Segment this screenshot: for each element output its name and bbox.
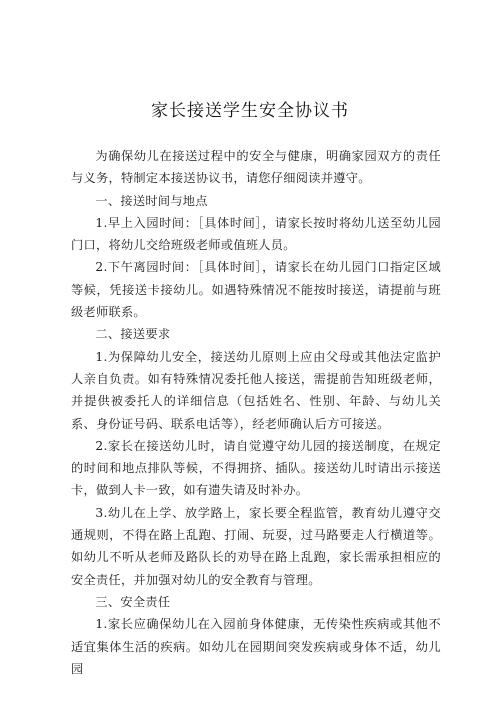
section-heading: 一、接送时间与地点: [95, 193, 208, 208]
clause-paragraph: 1.家长应确保幼儿在入园前身体健康，无传染性疾病或其他不适宜集体生活的疾病。如幼儿在园期间突发疾病或身体不适，幼儿园: [71, 617, 441, 676]
clause-paragraph: 2.家长在接送幼儿时，请自觉遵守幼儿园的接送制度，在规定的时间和地点排队等候，不得拥挤、插队。接送幼儿时请出示接送卡，做到人卡一致，如有遗失请及时补办。: [71, 438, 441, 498]
clause-paragraph: 3.幼儿在上学、放学路上，家长要全程监管，教育幼儿遵守交通规则，不得在路上乱跑、打闹、玩耍，过马路要走人行横道等。如幼儿不听从老师及路队长的劝导在路上乱跑，家长需承担相应的安全责任，并加强对幼儿的安全教育与管理。: [71, 505, 441, 587]
section-heading: 二、接送要求: [95, 327, 171, 342]
document-title: 家长接送学生安全协议书: [151, 101, 349, 121]
clause-paragraph: 2.下午离园时间：［具体时间］，请家长在幼儿园门口指定区域等候，凭接送卡接幼儿。如遇特殊情况不能按时接送，请提前与班级老师联系。: [71, 260, 441, 320]
clause-paragraph: 1.早上入园时间：［具体时间］，请家长按时将幼儿送至幼儿园门口，将幼儿交给班级老师或值班人员。: [71, 215, 441, 253]
document-body: [71, 145, 441, 680]
clause-paragraph: 1.为保障幼儿安全，接送幼儿原则上应由父母或其他法定监护人亲自负责。如有特殊情况委托他人接送，需提前告知班级老师，并提供被委托人的详细信息（包括姓名、性别、年龄、与幼儿关系、身份证号码、联系电话等），经老师确认后方可接送。: [71, 349, 441, 431]
intro-paragraph: 为确保幼儿在接送过程中的安全与健康，明确家园双方的责任与义务，特制定本接送协议书，请您仔细阅读并遵守。: [71, 149, 441, 186]
section-heading: 三、安全责任: [95, 594, 171, 609]
